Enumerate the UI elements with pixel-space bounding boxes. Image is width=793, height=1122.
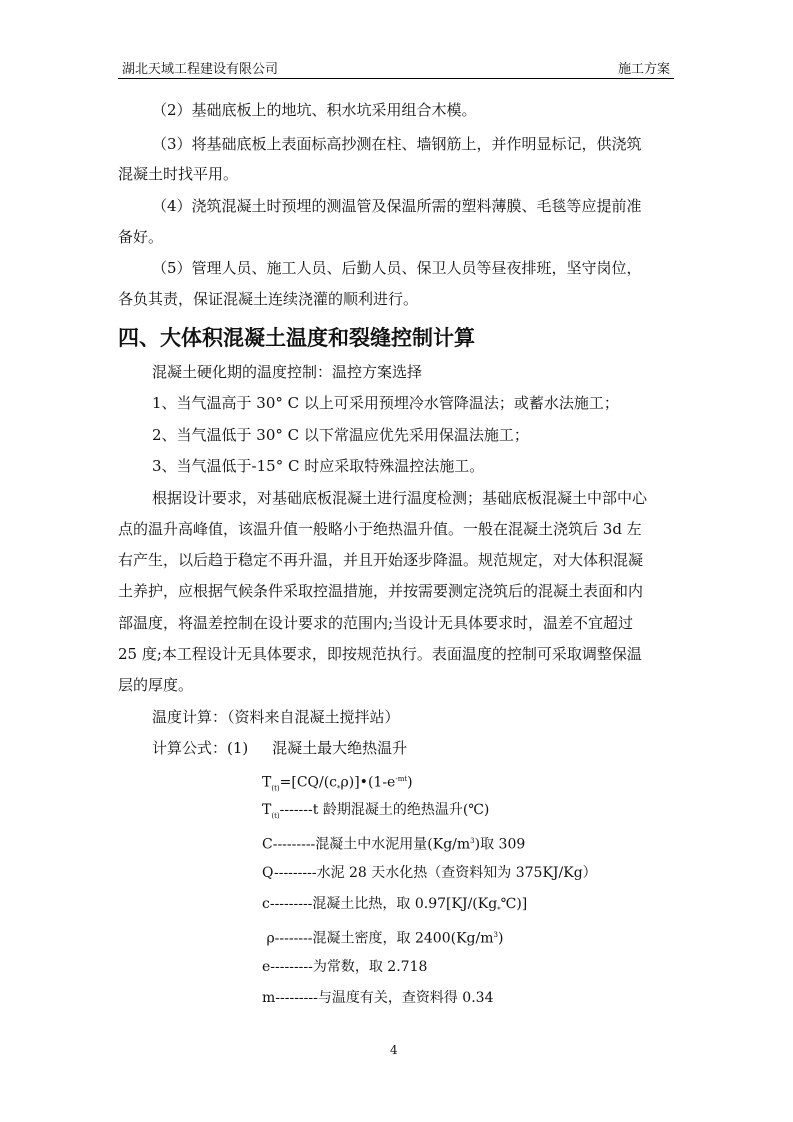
calc-title: 温度计算：（资料来自混凝土搅拌站） bbox=[152, 708, 400, 726]
paragraph-3-line-2: 混凝土时找平用。 bbox=[118, 165, 239, 183]
formula-label: 计算公式：(1) 混凝土最大绝热温升 bbox=[152, 739, 408, 757]
control-item-1: 1、当气温高于 30° C 以上可采用预埋冷水管降温法；或蓄水法施工； bbox=[152, 394, 619, 412]
paragraph-4-line-2: 备好。 bbox=[118, 228, 164, 246]
formula-line: $T_{(t)}=[CQ/(c_*\rho)]•(1-e^{-mt})$ bbox=[262, 774, 413, 793]
paragraph-4-line-1: （4）浇筑混凝土时预埋的测温管及保温所需的塑料薄膜、毛毯等应提前准 bbox=[152, 197, 642, 215]
body-line-5: 部温度，将温差控制在设计要求的范围内;当设计无具体要求时，温差不宜超过 bbox=[118, 614, 634, 632]
definition-m: m---------与温度有关，查资料得 0.34 bbox=[262, 990, 494, 1006]
definition-e: e---------为常数，取 2.718 bbox=[262, 959, 428, 975]
body-line-2: 点的温升高峰值，该温升值一般略小于绝热温升值。一般在混凝土浇筑后 3d 左 bbox=[118, 520, 642, 538]
body-line-1: 根据设计要求，对基础底板混凝土进行温度检测；基础底板混凝土中部中心 bbox=[152, 489, 648, 507]
section-title: 四、大体积混凝土温度和裂缝控制计算 bbox=[118, 326, 475, 350]
paragraph-2: （2）基础底板上的地坑、积水坑采用组合木模。 bbox=[152, 101, 477, 119]
body-line-4: 土养护，应根据气候条件采取控温措施，并按需要测定浇筑后的混凝土表面和内 bbox=[118, 582, 644, 600]
body-line-6: 25 度;本工程设计无具体要求，即按规范执行。表面温度的控制可采取调整保温 bbox=[118, 645, 642, 663]
control-item-3: 3、当气温低于-15° C 时应采取特殊温控法施工。 bbox=[152, 457, 485, 475]
body-line-3: 右产生，以后趋于稳定不再升温，并且开始逐步降温。规范规定，对大体积混凝 bbox=[118, 551, 644, 569]
page-header bbox=[118, 56, 674, 78]
company-name: 湖北天域工程建设有限公司 bbox=[122, 62, 279, 77]
definition-C: C---------混凝土中水泥用量$(Kg/m^3)$取 309 bbox=[262, 836, 526, 853]
header-divider bbox=[118, 78, 674, 79]
definition-T: $T_{(t)}-------t$ 龄期混凝土的绝热温升(℃) bbox=[262, 802, 490, 820]
paragraph-5-line-1: （5）管理人员、施工人员、后勤人员、保卫人员等昼夜排班，坚守岗位， bbox=[152, 259, 642, 277]
document-type: 施工方案 bbox=[617, 62, 670, 77]
control-item-2: 2、当气温低于 30° C 以下常温应优先采用保温法施工； bbox=[152, 426, 529, 444]
control-intro: 混凝土硬化期的温度控制：温控方案选择 bbox=[152, 363, 423, 381]
body-line-7: 层的厚度。 bbox=[118, 676, 194, 694]
definition-c: c---------混凝土比热，取 $0.97[KJ/(Kg_*℃)]$ bbox=[262, 896, 528, 914]
page-number: 4 bbox=[390, 1043, 398, 1057]
definition-rho: ρ--------混凝土密度，取 $2400(Kg/m^3)$ bbox=[262, 930, 504, 947]
paragraph-3-line-1: （3）将基础底板上表面标高抄测在柱、墙钢筋上，并作明显标记，供浇筑 bbox=[152, 135, 642, 153]
definition-Q: Q---------水泥 28 天水化热（查资料知为 375KJ/Kg） bbox=[262, 865, 597, 881]
paragraph-5-line-2: 各负其责，保证混凝土连续浇灌的顺利进行。 bbox=[118, 290, 419, 308]
